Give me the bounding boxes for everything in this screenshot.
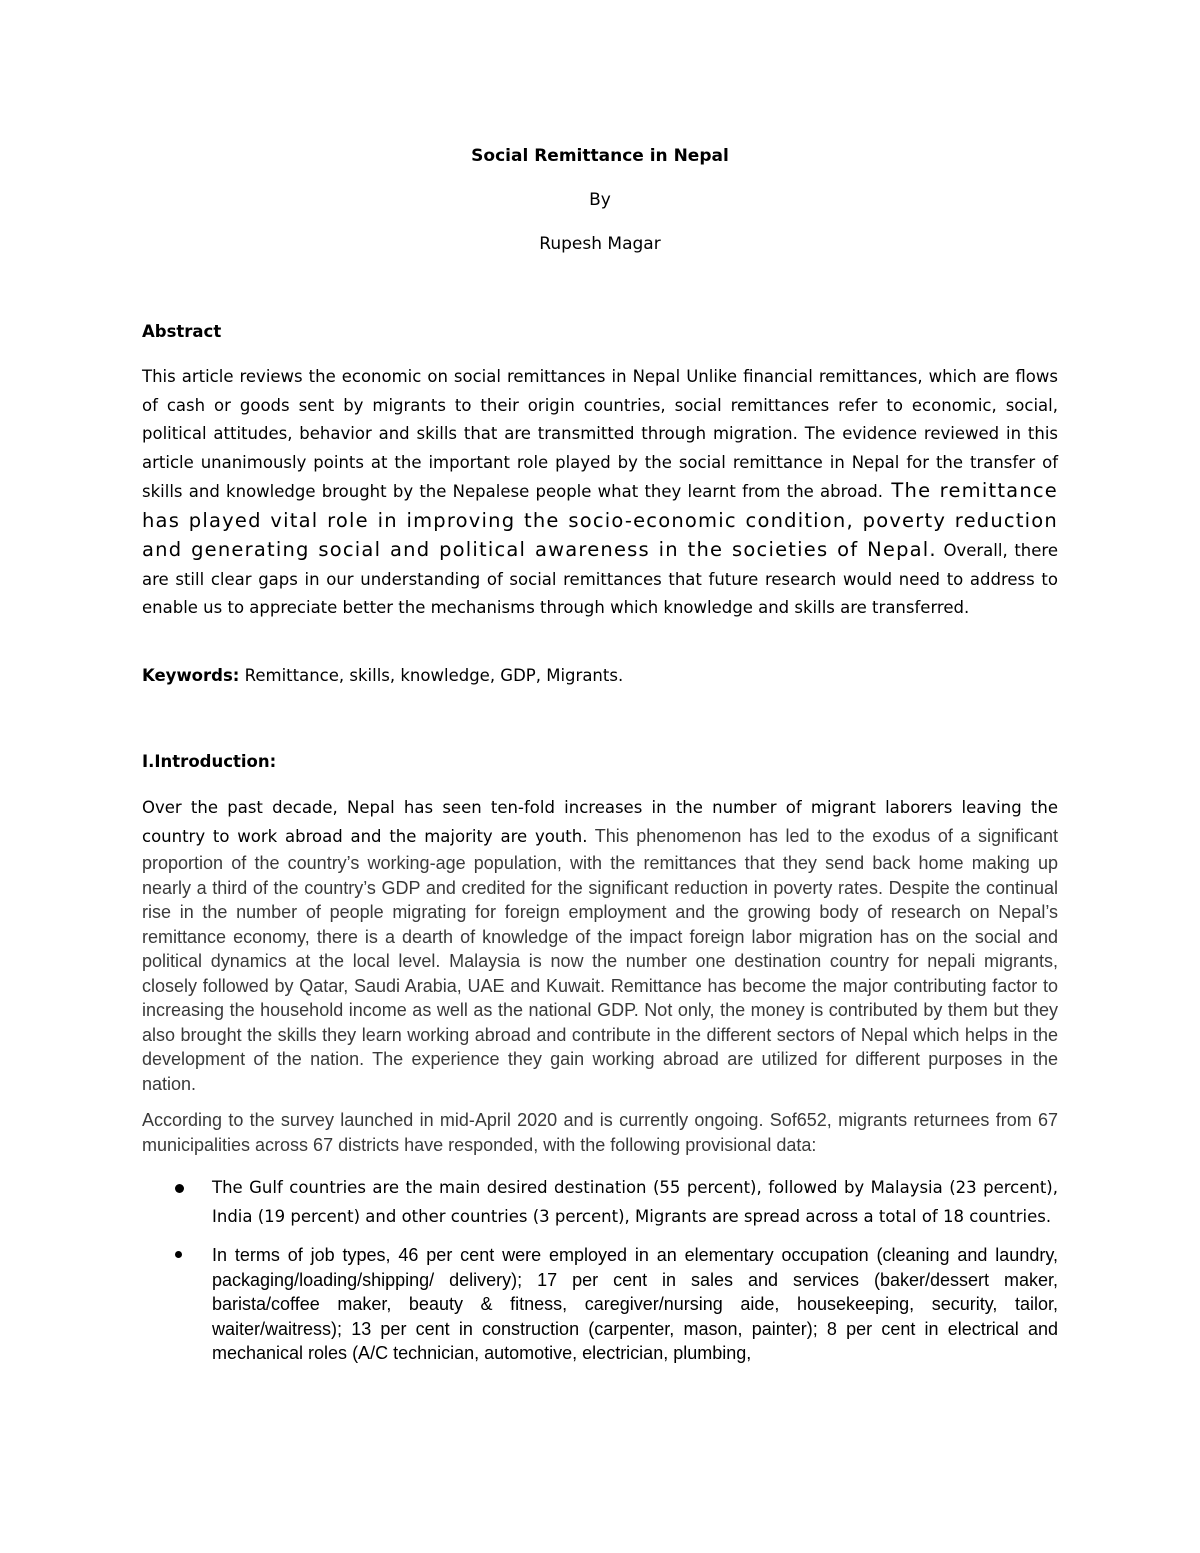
bullet-item-job-types: [142, 1243, 1058, 1366]
abstract-heading: Abstract: [142, 322, 222, 341]
abstract-text-part2: The remittance has played vital role in improving the socio-economic condition, poverty reduction and generating social and political awareness in the societies of Nepal.: [142, 479, 1058, 561]
abstract-text-part3: Overall, there are still clear gaps in our understanding of social remittances that future research would need to address to enable us to appreciate better the mechanisms through which knowledge and skills are transferred.: [142, 541, 1058, 617]
document-title: Social Remittance in Nepal: [471, 146, 729, 166]
keywords-line: [142, 662, 1058, 691]
intro-rest-text: This phenomenon has led to the exodus of a significant proportion of the country’s working-age population, with the remittances that they send back home making up nearly a third of the country’s GDP and credited for the significant reduction in poverty rates. Despite the continual rise in the number of people migrating for foreign employment and the growing body of research on Nepal’s remittance economy, there is a dearth of knowledge of the impact foreign labor migration has on the social and political dynamics at the local level. Malaysia is now the number one destination country for nepali migrants, closely followed by Qatar, Saudi Arabia, UAE and Kuwait. Remittance has become the major contributing factor to increasing the household income as well as the national GDP. Not only, the money is contributed by them but they also brought the skills they learn working abroad and contribute in the different sectors of Nepal which helps in the development of the nation. The experience they gain working abroad are utilized for different purposes in the nation.: [142, 825, 1059, 1094]
author-name: Rupesh Magar: [539, 234, 661, 254]
survey-bullet-list: [142, 1174, 1058, 1366]
bullet-text: In terms of job types, 46 per cent were employed in an elementary occupation (cleaning and laundry, packaging/loading/shipping/ delivery); 17 per cent in sales and services (baker/dessert maker, barista/coffee maker, beauty & fitness, caregiver/nursing aide, housekeeping, security, tailor, waiter/waitress); 13 per cent in construction (carpenter, mason, painter); 8 per cent in electrical and mechanical roles (A/C technician, automotive, electrician, plumbing,: [212, 1245, 1058, 1363]
bullet-text: The Gulf countries are the main desired destination (55 percent), followed by Malaysia (23 percent), India (19 percent) and other countries (3 percent), Migrants are spread across a total of 18 countries.: [212, 1178, 1058, 1226]
keywords-label: Keywords:: [142, 666, 240, 685]
abstract-paragraph: [142, 363, 1058, 623]
byline: By: [589, 190, 611, 210]
keywords-text: Remittance, skills, knowledge, GDP, Migrants.: [239, 666, 624, 685]
bullet-dot: [175, 1184, 184, 1193]
bullet-dot: [175, 1251, 182, 1258]
introduction-paragraph-1: [142, 794, 1058, 1096]
abstract-text-part1: This article reviews the economic on social remittances in Nepal Unlike financial remittances, which are flows of cash or goods sent by migrants to their origin countries, social remittances refer to economic, social, political attitudes, behavior and skills that are transmitted through migration. The evidence reviewed in this article unanimously points at the important role played by the social remittance in Nepal for the transfer of skills and knowledge brought by the Nepalese people what they learnt from the abroad.: [142, 367, 1058, 501]
intro-lead-text: Over the past decade, Nepal has seen ten-fold increases in the number of migrant laborers leaving the country to work abroad and the majority are youth.: [142, 798, 1058, 846]
bullet-item-destinations: [142, 1174, 1058, 1231]
introduction-paragraph-2: According to the survey launched in mid-April 2020 and is currently ongoing. Sof652, migrants returnees from 67 municipalities across 67 districts have responded, with the following provisional data:: [142, 1110, 1058, 1155]
introduction-heading: I.Introduction:: [142, 752, 277, 771]
